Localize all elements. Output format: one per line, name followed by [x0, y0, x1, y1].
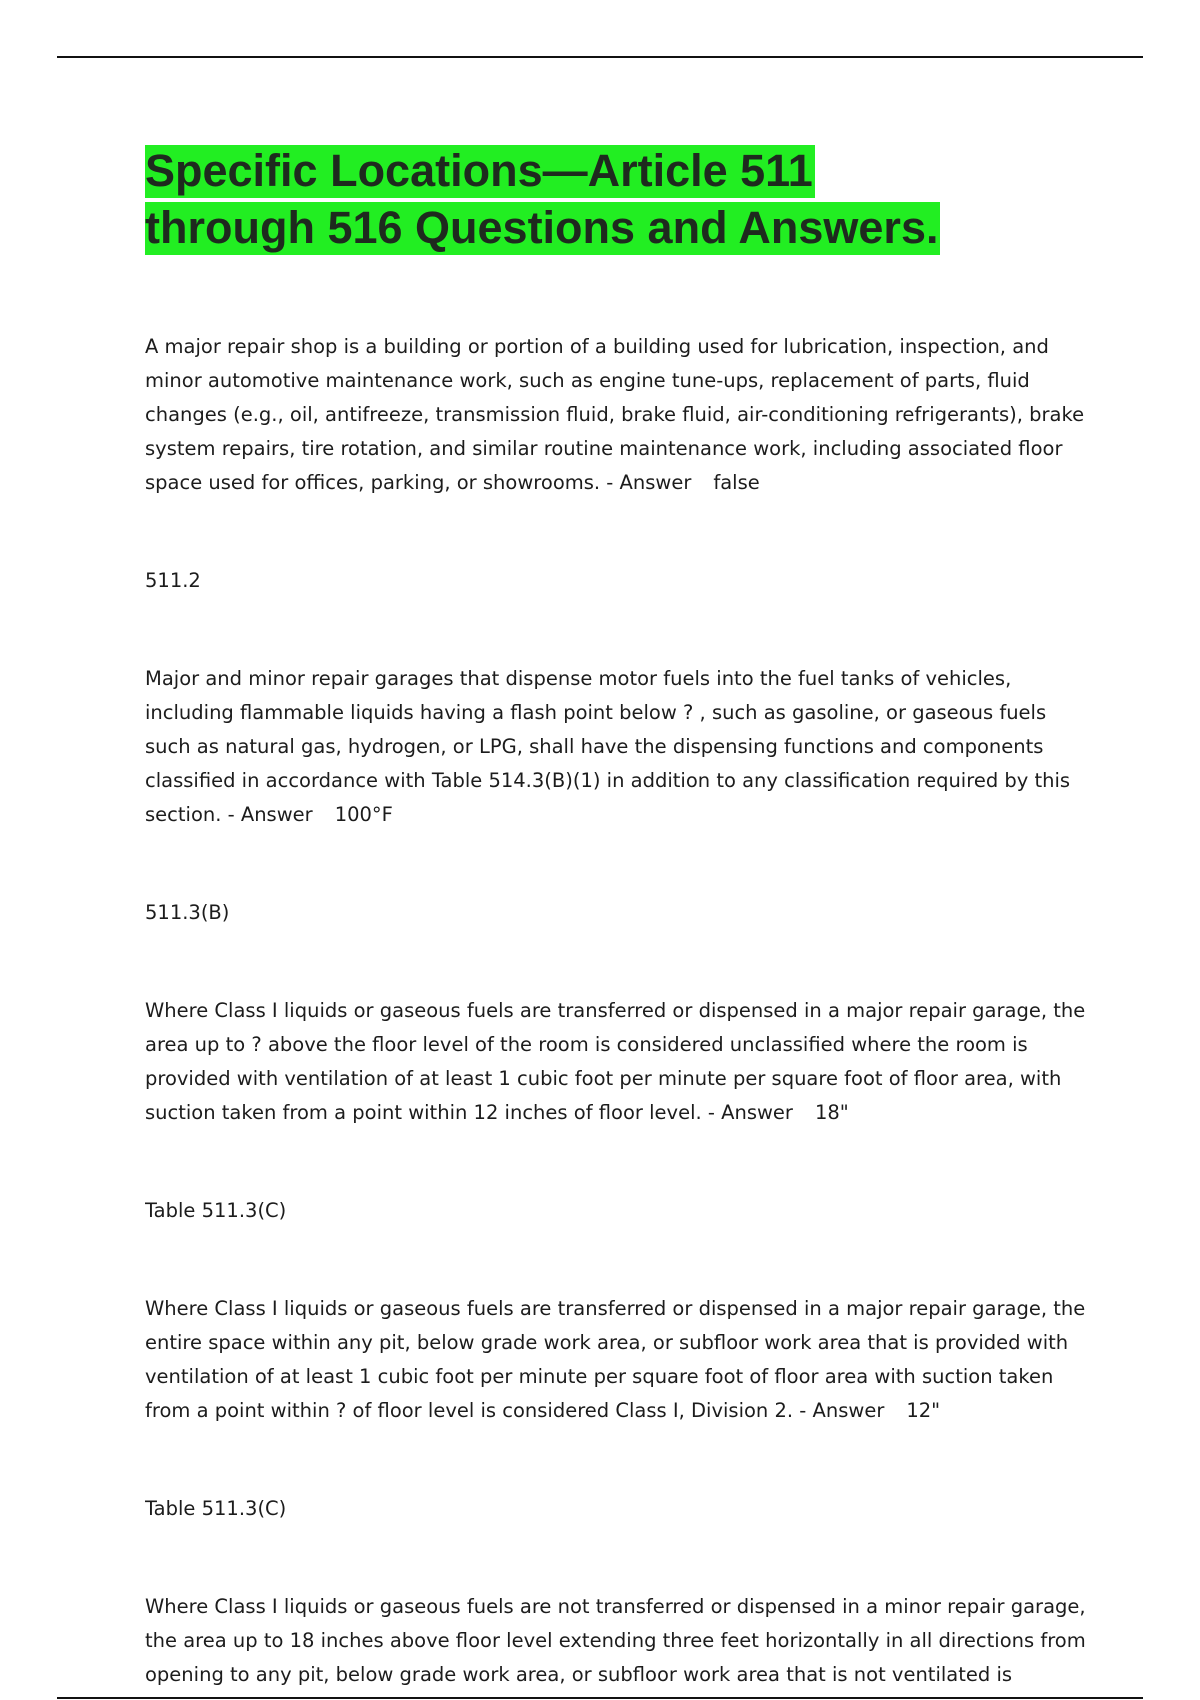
- question-3: [145, 994, 1095, 1130]
- qa-content: [145, 330, 1095, 1700]
- question-text: Where Class I liquids or gaseous fuels are transferred or dispensed in a major repair garage, the area up to ? above the floor level of the room is considered unclassified where the room is provided with ventilation of at least 1 cubic foot per minute per square foot of floor area, with suction taken from a point within 12 inches of floor level. - Answer: [145, 999, 1086, 1124]
- answer-text: 12": [906, 1399, 941, 1422]
- title-highlight: [145, 145, 940, 255]
- question-text: A major repair shop is a building or portion of a building used for lubrication, inspection, and minor automotive maintenance work, such as engine tune-ups, replacement of parts, fluid changes (e.g., oil, antifreeze, transmission fluid, brake fluid, air-conditioning refrigerants), brake system repairs, tire rotation, and similar routine maintenance work, including associated floor space used for offices, parking, or showrooms. - Answer: [145, 335, 1085, 494]
- title-line-1: Specific Locations—Article 511: [145, 145, 813, 196]
- question-5: [145, 1590, 1095, 1692]
- question-text: Where Class I liquids or gaseous fuels are not transferred or dispensed in a minor repair garage, the area up to 18 inches above floor level extending three feet horizontally in all directions from opening to any pit, below grade work area, or subfloor work area that is not ventilated is: [145, 1595, 1086, 1686]
- answer-text: 100°F: [334, 803, 393, 826]
- bottom-rule: [57, 1697, 1143, 1699]
- reference-2: 511.3(B): [145, 901, 230, 924]
- answer-text: 18": [814, 1101, 849, 1124]
- reference-1: 511.2: [145, 569, 201, 592]
- reference-4: Table 511.3(C): [145, 1497, 287, 1520]
- question-2: [145, 662, 1095, 832]
- page-title: [145, 142, 1105, 256]
- question-4: [145, 1292, 1095, 1428]
- question-text: Major and minor repair garages that dispense motor fuels into the fuel tanks of vehicles, including flammable liquids having a flash point below ? , such as gasoline, or gaseous fuels such as natural gas, hydrogen, or LPG, shall have the dispensing functions and components classified in accordance with Table 514.3(B)(1) in addition to any classification required by this section. - Answer: [145, 667, 1071, 826]
- title-line-2: through 516 Questions and Answers.: [145, 202, 939, 253]
- top-rule: [57, 56, 1143, 58]
- answer-text: false: [713, 471, 760, 494]
- reference-3: Table 511.3(C): [145, 1199, 287, 1222]
- question-text: Where Class I liquids or gaseous fuels are transferred or dispensed in a major repair garage, the entire space within any pit, below grade work area, or subfloor work area that is provided with ventilation of at least 1 cubic foot per minute per square foot of floor area with suction taken from a point within ? of floor level is considered Class I, Division 2. - Answer: [145, 1297, 1086, 1422]
- question-1: [145, 330, 1095, 500]
